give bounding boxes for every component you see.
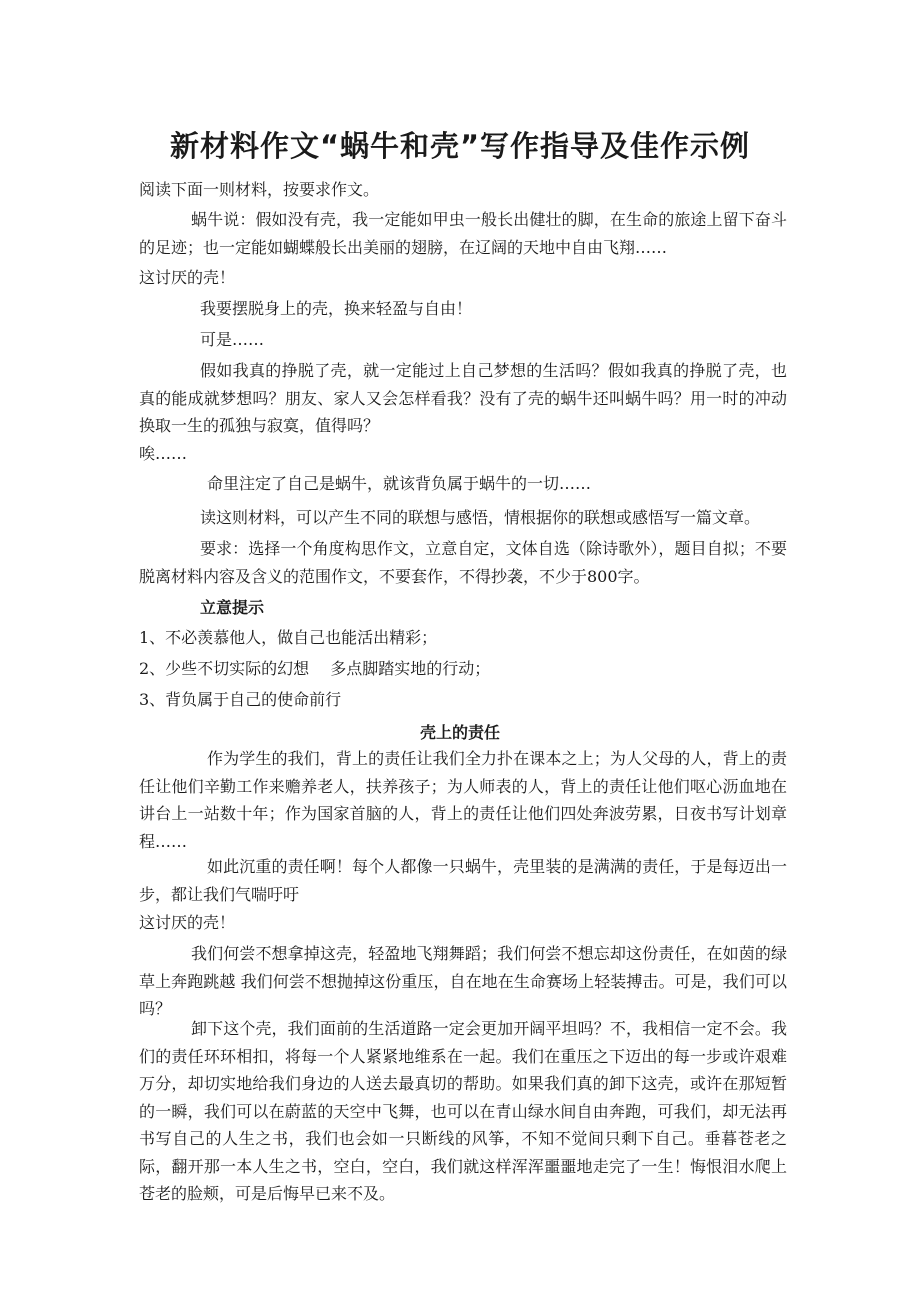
- material-paragraph-5: 假如我真的挣脱了壳，就一定能过上自己梦想的生活吗？假如我真的挣脱了壳，也真的能成就梦想吗？朋友、家人又会怎样看我？没有了壳的蜗牛还叫蜗牛吗？用一时的冲动换取一生的孤独与寂寞，值得吗？: [139, 361, 787, 435]
- essay-paragraph-1: 作为学生的我们，背上的责任让我们全力扑在课本之上；为人父母的人，背上的责任让他们辛勤工作来赡养老人，扶养孩子；为人师表的人，背上的责任让他们呕心沥血地在讲台上一站数十年；作为国家首脑的人，背上的责任让他们四处奔波劳累，日夜书写计划章程……: [139, 749, 787, 851]
- essay-paragraph-4: 我们何尝不想拿掉这壳，轻盈地飞翔舞蹈；我们何尝不想忘却这份责任，在如茵的绿草上奔跑跳越 我们何尝不想抛掉这份重压，自在地在生命赛场上轻装搏击。可是，我们可以吗？: [139, 944, 787, 1018]
- intro-text: 阅读下面一则材料，按要求作文。: [139, 180, 380, 199]
- material-paragraph-3: 我要摆脱身上的壳，换来轻盈与自由！: [200, 299, 473, 318]
- essay-paragraph-2: 如此沉重的责任啊！每个人都像一只蜗牛，壳里装的是满满的责任，于是每迈出一步，都让我们气喘吁吁: [139, 857, 787, 904]
- material-paragraph-6: 唉……: [139, 444, 188, 463]
- essay-paragraph-5: 卸下这个壳，我们面前的生活道路一定会更加开阔平坦吗？不，我相信一定不会。我们的责任环环相扣，将每一个人紧紧地维系在一起。我们在重压之下迈出的每一步或许艰难万分，却切实地给我们身边的人送去最真切的帮助。如果我们真的卸下这壳，或许在那短暂的一瞬，我们可以在蔚蓝的天空中飞舞，也可以在青山绿水间自由奔跑，可我们，却无法再书写自己的人生之书，我们也会如一只断线的风筝，不知不觉间只剩下自己。垂暮苍老之际，翻开那一本人生之书，空白，空白，我们就这样浑浑噩噩地走完了一生！悔恨泪水爬上苍老的脸颊，可是后悔早已来不及。: [139, 1019, 787, 1203]
- material-paragraph-1: 蜗牛说：假如没有壳，我一定能如甲虫一般长出健壮的脚，在生命的旅途上留下奋斗的足迹；也一定能如蝴蝶般长出美丽的翅膀，在辽阔的天地中自由飞翔……: [139, 210, 787, 257]
- document-title: 新材料作文“蜗牛和壳”写作指导及佳作示例: [169, 129, 751, 163]
- essay-title: 壳上的责任: [419, 723, 500, 742]
- hint-item: 3、背负属于自己的使命前行: [139, 690, 342, 709]
- essay-paragraph-3: 这讨厌的壳！: [139, 913, 236, 932]
- hints-heading: 立意提示: [200, 598, 265, 617]
- instruction-text: 读这则材料，可以产生不同的联想与感悟，情根据你的联想或感悟写一篇文章。: [200, 508, 761, 527]
- material-paragraph-2: 这讨厌的壳！: [139, 268, 236, 287]
- material-paragraph-4: 可是……: [200, 330, 265, 349]
- hint-item: 2、少些不切实际的幻想 多点脚踏实地的行动；: [139, 659, 491, 678]
- requirement-text: 要求：选择一个角度构思作文，立意自定，文体自选（除诗歌外），题目自拟；不要脱离材料内容及含义的范围作文，不要套作，不得抄袭，不少于800字。: [139, 539, 787, 586]
- material-paragraph-7: 命里注定了自己是蜗牛，就该背负属于蜗牛的一切……: [207, 474, 592, 493]
- hint-item: 1、不必羡慕他人，做自己也能活出精彩；: [139, 628, 438, 647]
